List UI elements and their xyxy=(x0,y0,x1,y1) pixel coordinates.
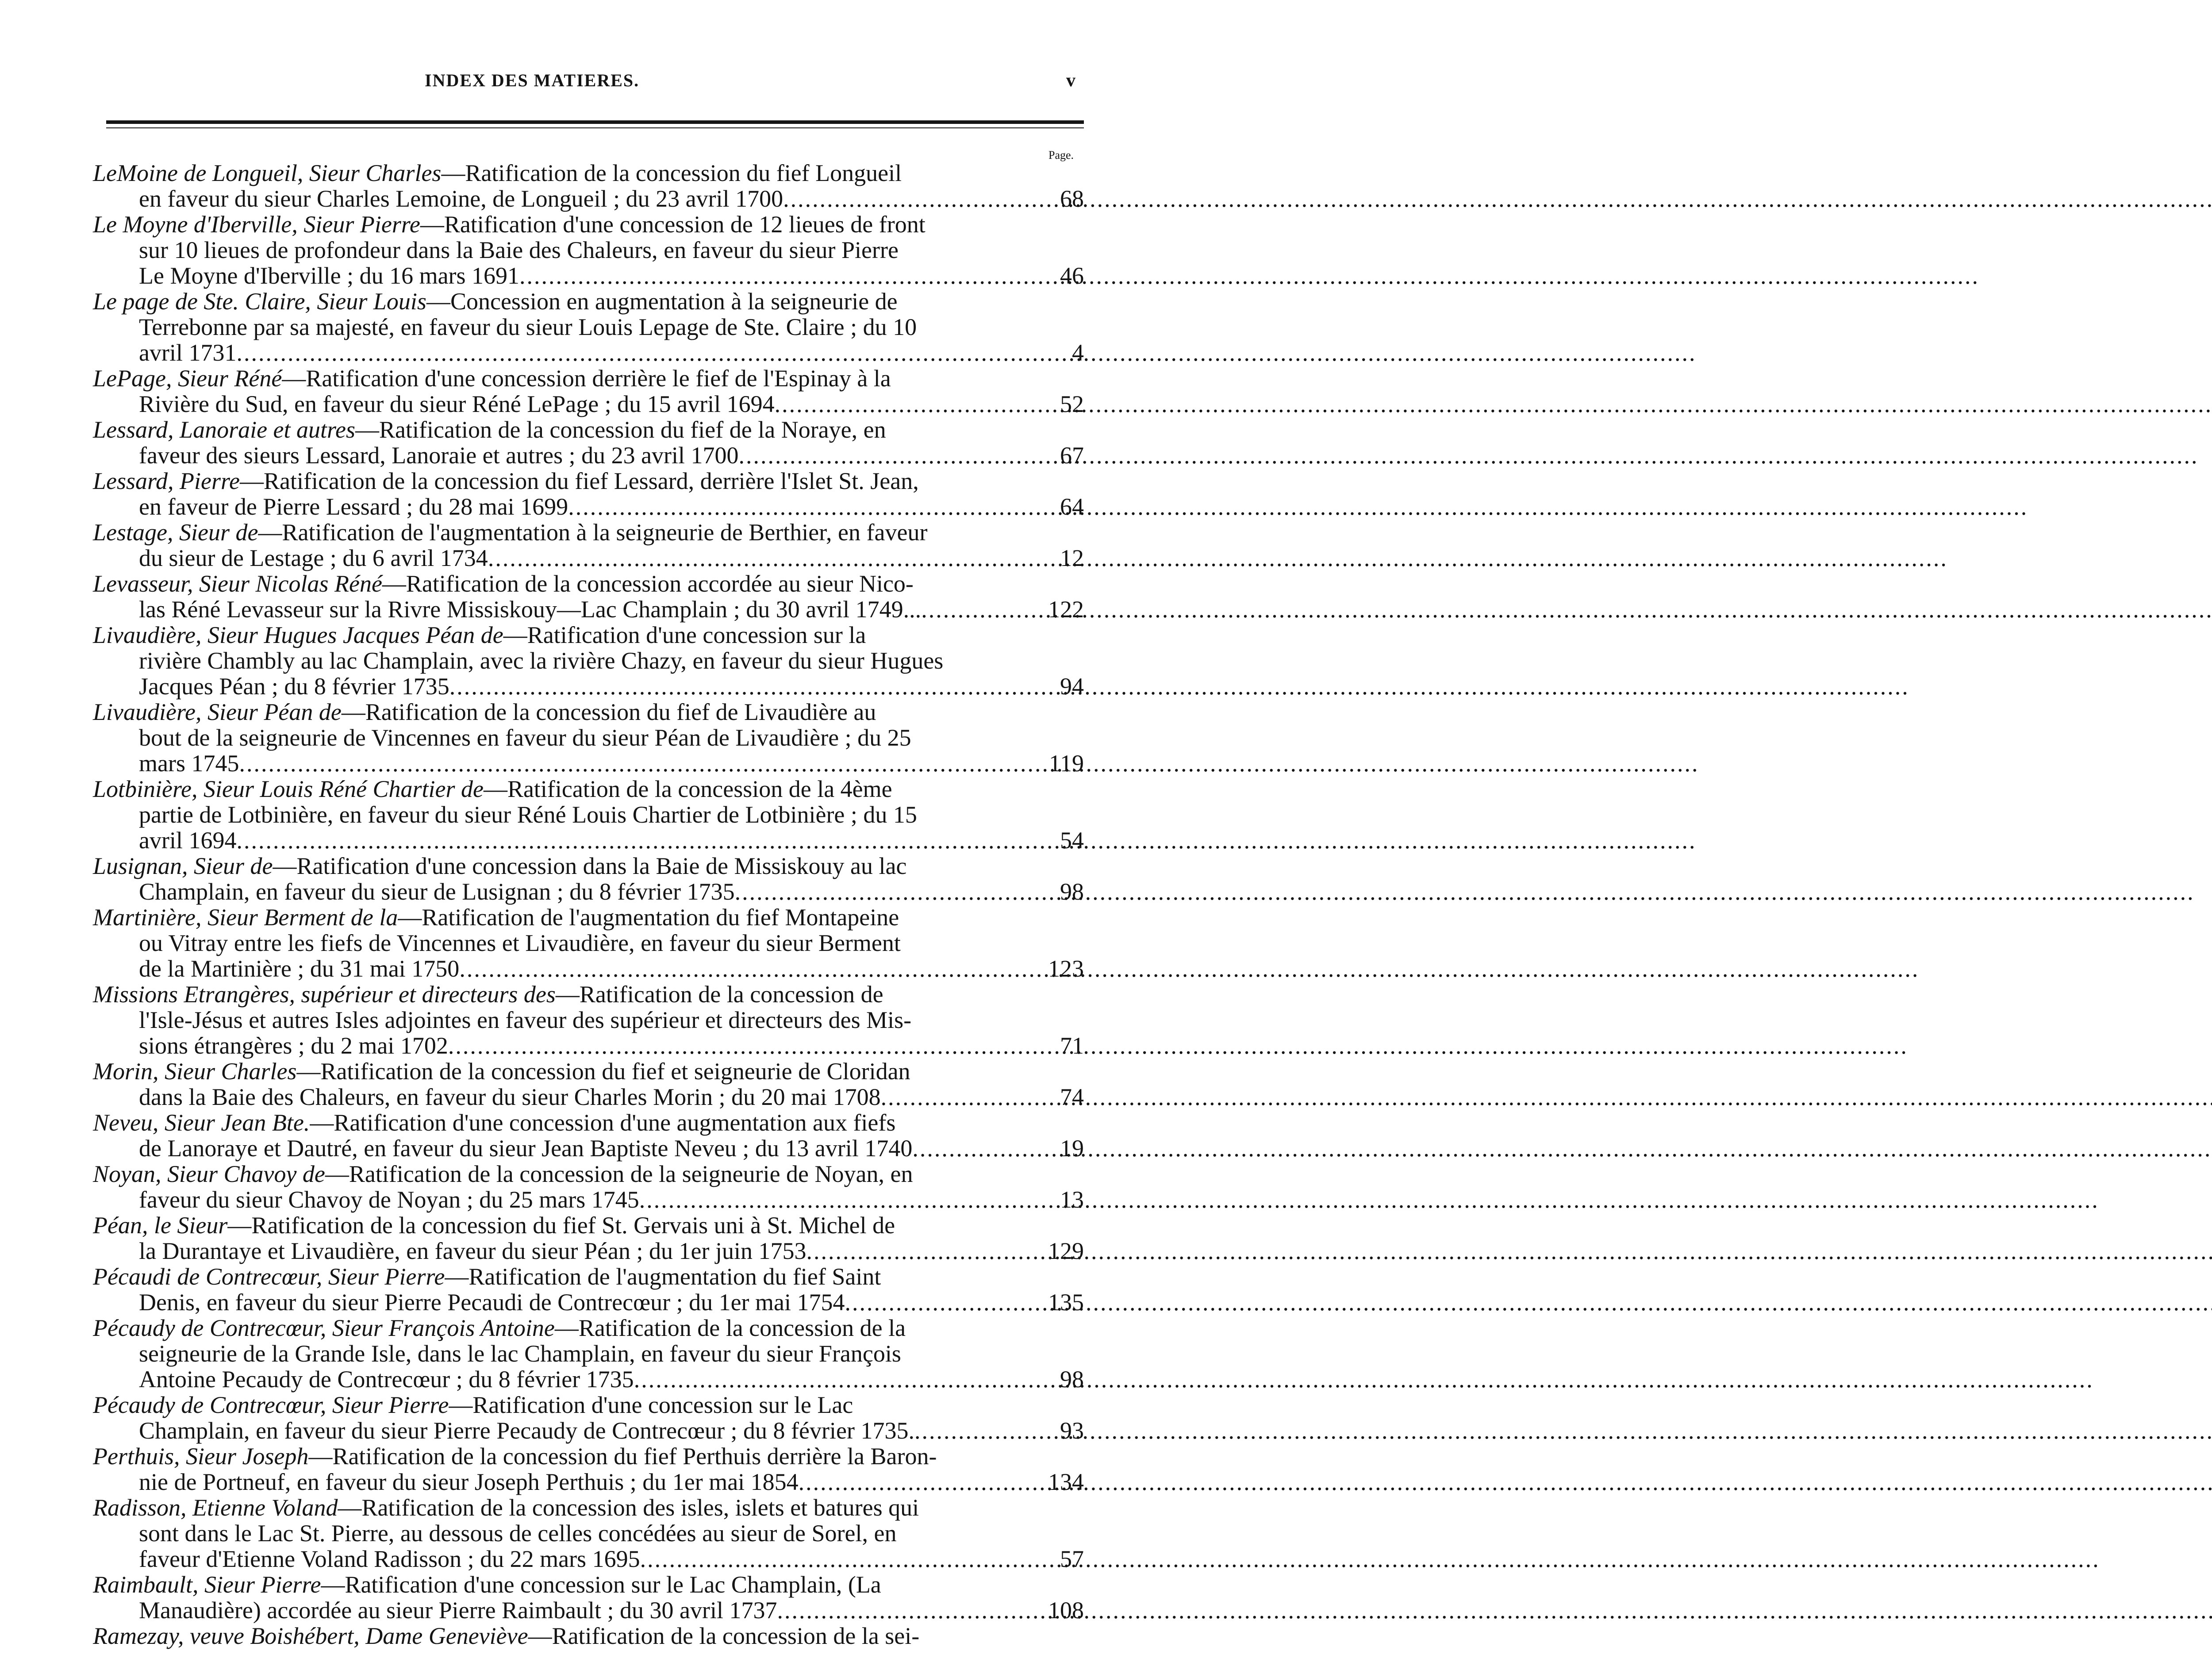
index-entry xyxy=(93,468,1084,519)
entry-line xyxy=(93,1392,1084,1418)
entry-line xyxy=(93,545,1084,571)
entry-heading: Lusignan, Sieur de xyxy=(93,853,273,879)
entry-text: de Lanoraye et Dautré, en faveur du sieur Jean Baptiste Neveu ; du 13 avril 1740 xyxy=(139,1135,913,1162)
entry-line xyxy=(93,289,1084,314)
index-entry xyxy=(93,1572,1084,1623)
entry-line xyxy=(93,417,1084,442)
entry-line xyxy=(93,596,1084,622)
entry-text: mars 1745 xyxy=(139,750,239,777)
entry-line xyxy=(93,1597,1084,1623)
entry-text: —Ratification de la concession accordée au sieur Nico- xyxy=(382,570,914,597)
entry-line xyxy=(93,956,1084,981)
index-entry xyxy=(93,1264,1084,1315)
entry-line xyxy=(93,1110,1084,1135)
entry-page-number: 129 xyxy=(1048,1238,1084,1264)
index-entry xyxy=(93,289,1084,366)
entry-page-number: 46 xyxy=(1060,262,1084,289)
entry-heading: Péan, le Sieur xyxy=(93,1212,228,1239)
entry-line xyxy=(93,468,1084,494)
entry-page-number: 64 xyxy=(1060,493,1084,520)
index-entry xyxy=(93,1212,1084,1264)
entry-page-number: 74 xyxy=(1060,1084,1084,1110)
entry-line xyxy=(93,442,1084,468)
entry-line xyxy=(93,1366,1084,1392)
entry-text: —Ratification de la concession de la sei- xyxy=(528,1623,920,1649)
entry-line xyxy=(93,1264,1084,1289)
entry-text: Le Moyne d'Iberville ; du 16 mars 1691 xyxy=(139,262,520,289)
entry-text: faveur d'Etienne Voland Radisson ; du 22 mars 1695 xyxy=(139,1546,640,1572)
entry-text: —Ratification d'une concession sur le Lac xyxy=(449,1392,853,1418)
dot-leader xyxy=(739,442,1055,468)
entry-text: l'Isle-Jésus et autres Isles adjointes en faveur des supérieur et directeurs des Mis- xyxy=(139,1007,912,1033)
index-entry xyxy=(93,1623,1084,1649)
entry-heading: Perthuis, Sieur Joseph xyxy=(93,1443,309,1470)
entry-text: —Ratification de la concession de la 4ème xyxy=(483,776,892,802)
entry-text: avril 1694 xyxy=(139,827,237,854)
entry-line xyxy=(93,879,1084,904)
dot-leader xyxy=(845,1289,1045,1315)
dot-leader xyxy=(799,1469,1045,1495)
entry-text: —Ratification de la concession de xyxy=(555,981,883,1008)
entry-line xyxy=(93,904,1084,930)
entry-page-number: 68 xyxy=(1060,185,1084,212)
entry-text: Jacques Péan ; du 8 février 1735 xyxy=(139,673,449,700)
entry-text: —Ratification de l'augmentation du fief Saint xyxy=(445,1263,881,1290)
entry-page-number: 67 xyxy=(1060,442,1084,469)
entry-line xyxy=(93,853,1084,879)
entry-page-number: 54 xyxy=(1060,827,1084,854)
entry-line xyxy=(93,1289,1084,1315)
page-column-label: Page. xyxy=(1048,149,1074,162)
entry-heading: Lessard, Pierre xyxy=(93,468,240,494)
entry-heading: Levasseur, Sieur Nicolas Réné xyxy=(93,570,382,597)
index-entry xyxy=(93,699,1084,776)
entry-heading: Lotbinière, Sieur Louis Réné Chartier de xyxy=(93,776,484,802)
entry-line xyxy=(93,1161,1084,1187)
entry-text: —Ratification d'une concession d'une augmentation aux fiefs xyxy=(310,1109,896,1136)
entry-heading: Noyan, Sieur Chavoy de xyxy=(93,1161,325,1187)
entry-heading: Morin, Sieur Charles xyxy=(93,1058,297,1085)
dot-leader xyxy=(236,827,1055,853)
entry-text: —Ratification de la concession du fief de Livaudière au xyxy=(341,699,876,725)
entry-page-number: 13 xyxy=(1060,1186,1084,1213)
index-entry xyxy=(93,776,1084,853)
entry-heading: Neveu, Sieur Jean Bte. xyxy=(93,1109,310,1136)
entry-heading: Le page de Ste. Claire, Sieur Louis xyxy=(93,288,426,315)
entry-line xyxy=(93,571,1084,596)
entry-line xyxy=(93,494,1084,519)
dot-leader xyxy=(239,750,1046,776)
dot-leader xyxy=(459,956,1045,981)
entry-heading: Missions Etrangères, supérieur et directeurs des xyxy=(93,981,556,1008)
entry-line xyxy=(93,1084,1084,1110)
entry-page-number: 135 xyxy=(1048,1289,1084,1316)
dot-leader xyxy=(921,596,1045,622)
dot-leader xyxy=(568,494,1055,519)
entry-heading: Le Moyne d'Iberville, Sieur Pierre xyxy=(93,211,420,238)
index-entry xyxy=(93,1315,1084,1392)
entry-heading: Pécaudy de Contrecœur, Sieur Pierre xyxy=(93,1392,449,1418)
entry-text: ou Vitray entre les fiefs de Vincennes et Livaudière, en faveur du sieur Berment xyxy=(139,930,901,956)
entry-page-number: 19 xyxy=(1060,1135,1084,1162)
entry-line xyxy=(93,1315,1084,1341)
index-entry xyxy=(93,904,1084,981)
index-entry xyxy=(93,622,1084,699)
entry-heading: Martinière, Sieur Berment de la xyxy=(93,904,398,931)
entry-text: —Ratification de la concession du fief Lessard, derrière l'Islet St. Jean, xyxy=(240,468,919,494)
dot-leader xyxy=(777,1597,1045,1623)
entry-text: —Ratification de la concession de la seigneurie de Noyan, en xyxy=(325,1161,913,1187)
entry-line xyxy=(93,699,1084,725)
index-entries xyxy=(93,160,1084,1649)
entry-line xyxy=(93,366,1084,391)
entry-line xyxy=(93,1623,1084,1649)
entry-page-number: 98 xyxy=(1060,878,1084,905)
entry-page-number: 57 xyxy=(1060,1546,1084,1572)
entry-heading: Lessard, Lanoraie et autres xyxy=(93,416,356,443)
entry-line xyxy=(93,725,1084,750)
entry-line xyxy=(93,673,1084,699)
entry-text: —Concession en augmentation à la seigneurie de xyxy=(426,288,898,315)
dot-leader xyxy=(634,1366,1055,1392)
entry-text: partie de Lotbinière, en faveur du sieur Réné Louis Chartier de Lotbinière ; du 15 xyxy=(139,801,917,828)
entry-text: seigneurie de la Grande Isle, dans le lac Champlain, en faveur du sieur François xyxy=(139,1340,901,1367)
entry-page-number: 119 xyxy=(1049,750,1084,777)
entry-text: en faveur du sieur Charles Lemoine, de Longueil ; du 23 avril 1700 xyxy=(139,185,783,212)
entry-page-number: 108 xyxy=(1048,1597,1084,1624)
entry-line xyxy=(93,1058,1084,1084)
entry-text: la Durantaye et Livaudière, en faveur du sieur Péan ; du 1er juin 1753 xyxy=(139,1238,806,1264)
entry-line xyxy=(93,1007,1084,1033)
entry-text: —Ratification de la concession du fief Perthuis derrière la Baron- xyxy=(308,1443,937,1470)
entry-text: sions étrangères ; du 2 mai 1702 xyxy=(139,1032,448,1059)
entry-text: de la Martinière ; du 31 mai 1750 xyxy=(139,955,460,982)
entry-text: —Ratification d'une concession sur le Lac Champlain, (La xyxy=(321,1571,881,1598)
dot-leader xyxy=(735,879,1055,904)
entry-page-number: 52 xyxy=(1060,391,1084,417)
entry-text: rivière Chambly au lac Champlain, avec la rivière Chazy, en faveur du sieur Hugues xyxy=(139,647,944,674)
entry-line xyxy=(93,160,1084,186)
entry-text: sont dans le Lac St. Pierre, au dessous de celles concédées au sieur de Sorel, en xyxy=(139,1520,897,1547)
entry-line xyxy=(93,1546,1084,1572)
entry-line xyxy=(93,981,1084,1007)
running-head: INDEX DES MATIERES. xyxy=(425,70,640,90)
document-page xyxy=(0,0,1092,1666)
entry-text: sur 10 lieues de profondeur dans la Baie des Chaleurs, en faveur du sieur Pierre xyxy=(139,237,899,263)
entry-text: nie de Portneuf, en faveur du sieur Joseph Perthuis ; du 1er mai 1854 xyxy=(139,1469,799,1495)
dot-leader xyxy=(914,1418,1055,1443)
entry-page-number: 98 xyxy=(1060,1366,1084,1393)
entry-line xyxy=(93,776,1084,802)
index-entry xyxy=(93,160,1084,212)
entry-heading: Lestage, Sieur de xyxy=(93,519,258,546)
index-entry xyxy=(93,1495,1084,1572)
entry-line xyxy=(93,1187,1084,1212)
index-entry xyxy=(93,1161,1084,1212)
entry-heading: Pécaudi de Contrecœur, Sieur Pierre xyxy=(93,1263,445,1290)
entry-line xyxy=(93,622,1084,648)
index-entry xyxy=(93,1392,1084,1443)
entry-line xyxy=(93,648,1084,673)
entry-page-number: 71 xyxy=(1060,1032,1084,1059)
dot-leader xyxy=(912,1135,1055,1161)
entry-line xyxy=(93,827,1084,853)
entry-line xyxy=(93,519,1084,545)
entry-line xyxy=(93,391,1084,417)
entry-text: las Réné Levasseur sur la Rivre Missiskouy—Lac Champlain ; du 30 avril 1749... xyxy=(139,596,922,623)
entry-text: —Ratification d'une concession sur la xyxy=(503,622,866,648)
entry-line xyxy=(93,314,1084,340)
index-entry xyxy=(93,417,1084,468)
index-entry xyxy=(93,571,1084,622)
header-rule-thin xyxy=(106,127,1084,128)
entry-heading: Raimbault, Sieur Pierre xyxy=(93,1571,321,1598)
dot-leader xyxy=(775,391,1055,417)
index-entry xyxy=(93,366,1084,417)
entry-line xyxy=(93,1572,1084,1597)
entry-line xyxy=(93,1341,1084,1366)
entry-heading: Radisson, Etienne Voland xyxy=(93,1494,338,1521)
entry-line xyxy=(93,1520,1084,1546)
entry-text: Champlain, en faveur du sieur Pierre Pecaudy de Contrecœur ; du 8 février 1735. xyxy=(139,1417,914,1444)
entry-line xyxy=(93,237,1084,263)
entry-text: Rivière du Sud, en faveur du sieur Réné LePage ; du 15 avril 1694 xyxy=(139,391,775,417)
entry-line xyxy=(93,212,1084,237)
entry-line xyxy=(93,1238,1084,1264)
entry-line xyxy=(93,930,1084,956)
entry-page-number: 122 xyxy=(1048,596,1084,623)
entry-text: —Ratification d'une concession derrière le fief de l'Espinay à la xyxy=(282,365,891,392)
entry-text: —Ratification de la concession du fief de la Noraye, en xyxy=(355,416,886,443)
entry-text: faveur des sieurs Lessard, Lanoraie et autres ; du 23 avril 1700 xyxy=(139,442,739,469)
entry-text: —Ratification de l'augmentation du fief Montapeine xyxy=(398,904,899,931)
dot-leader xyxy=(783,186,1055,212)
entry-text: Manaudière) accordée au sieur Pierre Raimbault ; du 30 avril 1737 xyxy=(139,1597,777,1624)
index-entry xyxy=(93,519,1084,571)
entry-text: du sieur de Lestage ; du 6 avril 1734 xyxy=(139,545,488,571)
entry-text: Antoine Pecaudy de Contrecœur ; du 8 février 1735 xyxy=(139,1366,634,1393)
entry-text: avril 1731 xyxy=(139,339,237,366)
entry-line xyxy=(93,1443,1084,1469)
entry-text: —Ratification de la concession du fief St. Gervais uni à St. Michel de xyxy=(227,1212,895,1239)
entry-text: —Ratification d'une concession dans la Baie de Missiskouy au lac xyxy=(273,853,907,879)
entry-line xyxy=(93,1135,1084,1161)
index-entry xyxy=(93,1443,1084,1495)
entry-text: —Ratification de l'augmentation à la seigneurie de Berthier, en faveur xyxy=(258,519,928,546)
entry-line xyxy=(93,750,1084,776)
entry-line xyxy=(93,1418,1084,1443)
entry-line xyxy=(93,186,1084,212)
index-entry xyxy=(93,212,1084,289)
entry-line xyxy=(93,340,1084,366)
entry-line xyxy=(93,1212,1084,1238)
entry-heading: LeMoine de Longueil, Sieur Charles xyxy=(93,160,442,186)
index-entry xyxy=(93,853,1084,904)
dot-leader xyxy=(449,673,1055,699)
page-number: v xyxy=(1066,70,1075,91)
entry-text: —Ratification de la concession du fief Longueil xyxy=(441,160,902,186)
header-rule-thick xyxy=(106,120,1084,124)
entry-page-number: 134 xyxy=(1048,1469,1084,1495)
entry-line xyxy=(93,1495,1084,1520)
entry-heading: Ramezay, veuve Boishébert, Dame Geneviève xyxy=(93,1623,528,1649)
entry-page-number: 4 xyxy=(1072,339,1084,366)
dot-leader xyxy=(806,1238,1045,1264)
entry-text: faveur du sieur Chavoy de Noyan ; du 25 mars 1745 xyxy=(139,1186,639,1213)
entry-text: en faveur de Pierre Lessard ; du 28 mai 1699 xyxy=(139,493,568,520)
dot-leader xyxy=(519,263,1055,289)
index-entry xyxy=(93,1058,1084,1110)
dot-leader xyxy=(488,545,1055,571)
entry-page-number: 93 xyxy=(1060,1417,1084,1444)
dot-leader xyxy=(640,1546,1055,1572)
entry-line xyxy=(93,1033,1084,1058)
entry-text: Terrebonne par sa majesté, en faveur du sieur Louis Lepage de Ste. Claire ; du 10 xyxy=(139,314,917,340)
entry-heading: Livaudière, Sieur Hugues Jacques Péan de xyxy=(93,622,503,648)
entry-page-number: 12 xyxy=(1060,545,1084,571)
dot-leader xyxy=(639,1187,1055,1212)
entry-text: bout de la seigneurie de Vincennes en faveur du sieur Péan de Livaudière ; du 25 xyxy=(139,724,911,751)
entry-line xyxy=(93,1469,1084,1495)
entry-heading: Livaudière, Sieur Péan de xyxy=(93,699,342,725)
entry-line xyxy=(93,802,1084,827)
entry-heading: LePage, Sieur Réné xyxy=(93,365,282,392)
dot-leader xyxy=(881,1084,1055,1110)
entry-heading: Pécaudy de Contrecœur, Sieur François Antoine xyxy=(93,1315,555,1341)
entry-page-number: 94 xyxy=(1060,673,1084,700)
entry-text: —Ratification de la concession des isles, islets et batures qui xyxy=(338,1494,919,1521)
entry-page-number: 123 xyxy=(1048,955,1084,982)
entry-text: —Ratification de la concession du fief et seigneurie de Cloridan xyxy=(296,1058,910,1085)
entry-text: dans la Baie des Chaleurs, en faveur du sieur Charles Morin ; du 20 mai 1708 xyxy=(139,1084,881,1110)
entry-line xyxy=(93,263,1084,289)
index-entry xyxy=(93,981,1084,1058)
entry-text: —Ratification d'une concession de 12 lieues de front xyxy=(420,211,926,238)
entry-text: —Ratification de la concession de la xyxy=(554,1315,906,1341)
entry-text: Denis, en faveur du sieur Pierre Pecaudi de Contrecœur ; du 1er mai 1754 xyxy=(139,1289,845,1316)
dot-leader xyxy=(236,340,1055,366)
dot-leader xyxy=(448,1033,1055,1058)
entry-text: Champlain, en faveur du sieur de Lusignan ; du 8 février 1735 xyxy=(139,878,735,905)
index-entry xyxy=(93,1110,1084,1161)
